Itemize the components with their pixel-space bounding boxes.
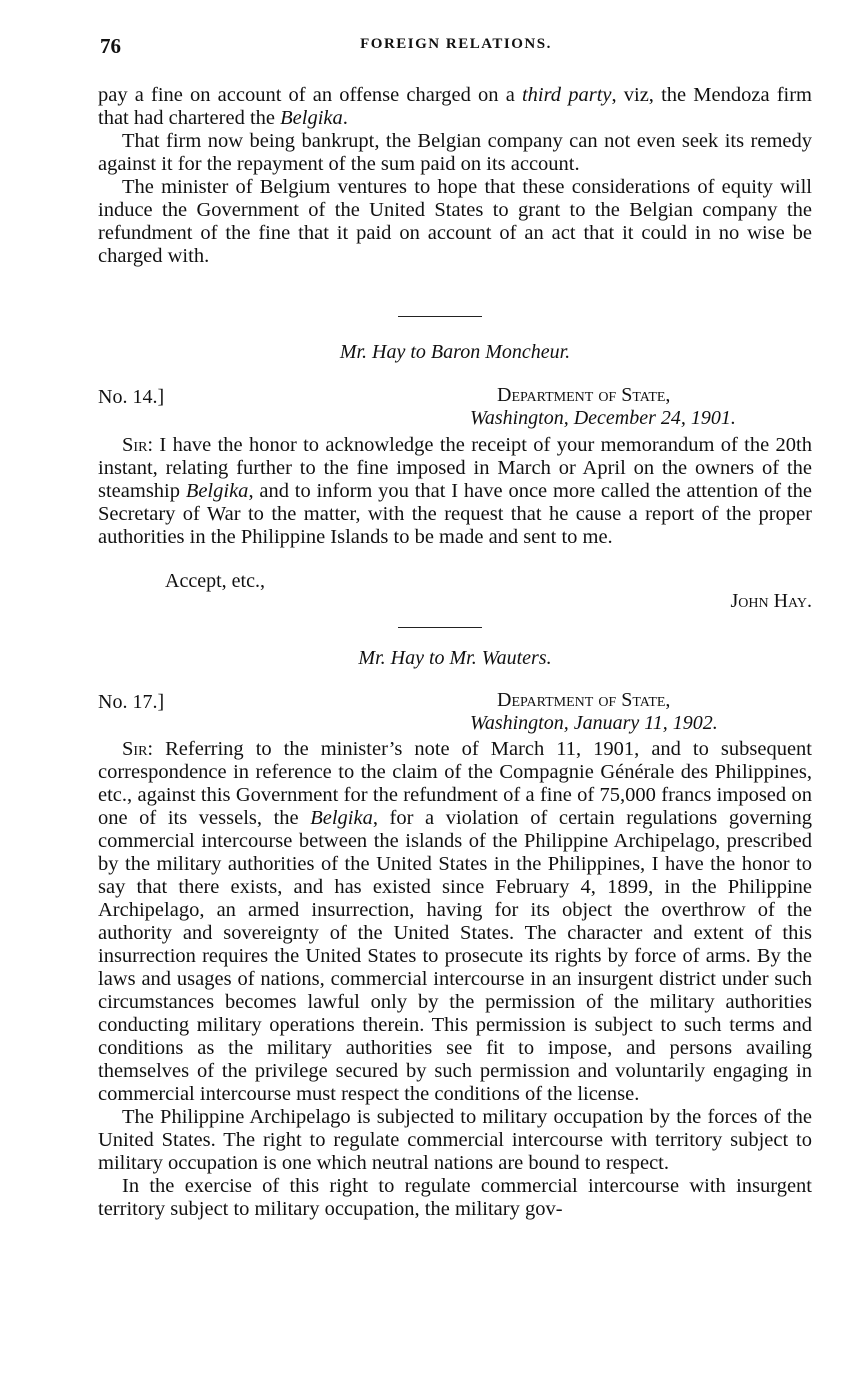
paragraph: The Philippine Archipelago is subjected to military occupation by the forces of the United States. The right to regulate commercial intercourse with territory subject to military occupation is one which neutral nations are bound to respect. xyxy=(98,1106,812,1174)
letter-body xyxy=(98,434,812,549)
place-date: Washington, December 24, 1901. xyxy=(470,407,736,429)
paragraph: Sir: I have the honor to acknowledge the receipt of your memorandum of the 20th instant, relating further to the fine imposed in March or April on the owners of the steamship Belgika, and to inform you that I have once more called the attention of the Secretary of War to the matter, with the request that he cause a report of the proper authorities in the Philippine Islands to be made and sent to me. xyxy=(98,434,812,548)
continued-text xyxy=(98,84,812,268)
letter-body xyxy=(98,738,812,1221)
letter-number: No. 17.] xyxy=(98,691,165,713)
letter-number: No. 14.] xyxy=(98,386,165,408)
section-divider xyxy=(398,316,482,317)
letter-dateline xyxy=(470,384,812,430)
page-header xyxy=(100,34,812,64)
letter-caption: Mr. Hay to Mr. Wauters. xyxy=(358,647,552,669)
department-name: Department of State, xyxy=(497,689,671,711)
paragraph: That firm now being bankrupt, the Belgian company can not even seek its remedy against it for the repayment of the sum paid on its account. xyxy=(98,130,812,175)
place-date: Washington, January 11, 1902. xyxy=(470,712,718,734)
paragraph: The minister of Belgium ventures to hope that these considerations of equity will induce the Government of the United States to grant to the Belgian company the refundment of the fine that it paid on account of an act that it could in no wise be charged with. xyxy=(98,176,812,267)
letter-dateline xyxy=(470,689,812,735)
signature: John Hay. xyxy=(730,590,812,612)
paragraph: pay a fine on account of an offense charged on a third party, viz, the Mendoza firm that had chartered the Belgika. xyxy=(98,84,812,129)
closing: Accept, etc., xyxy=(165,570,265,592)
page-number: 76 xyxy=(100,34,121,58)
paragraph: Sir: Referring to the minister’s note of March 11, 1901, and to subsequent correspondence in reference to the claim of the Compagnie Générale des Philippines, etc., against this Government for the refundment of a fine of 75,000 francs imposed on one of its vessels, the Belgika, for a violation of certain regulations governing commercial intercourse between the islands of the Philippine Archipelago, prescribed by the military authorities of the United States in the Philippines, I have the honor to say that there exists, and has existed since February 4, 1899, in the Philippine Archipelago, an armed insurrection, having for its object the overthrow of the authority and sovereignty of the United States. The character and extent of this insurrection requires the United States to prosecute its rights by force of arms. By the laws and usages of nations, commercial intercourse in an insurgent district under such circumstances becomes lawful only by the permission of the military authorities conducting military operations therein. This permission is subject to such terms and conditions as the military authorities see fit to impose, and persons availing themselves of the privilege secured by such permission and voluntarily engaging in commercial intercourse must respect the conditions of the license. xyxy=(98,738,812,1105)
paragraph: In the exercise of this right to regulate commercial intercourse with insurgent territory subject to military occupation, the military gov- xyxy=(98,1175,812,1220)
running-head: FOREIGN RELATIONS. xyxy=(360,36,552,52)
department-name: Department of State, xyxy=(497,384,671,406)
section-divider xyxy=(398,627,482,628)
letter-caption: Mr. Hay to Baron Moncheur. xyxy=(339,341,571,363)
